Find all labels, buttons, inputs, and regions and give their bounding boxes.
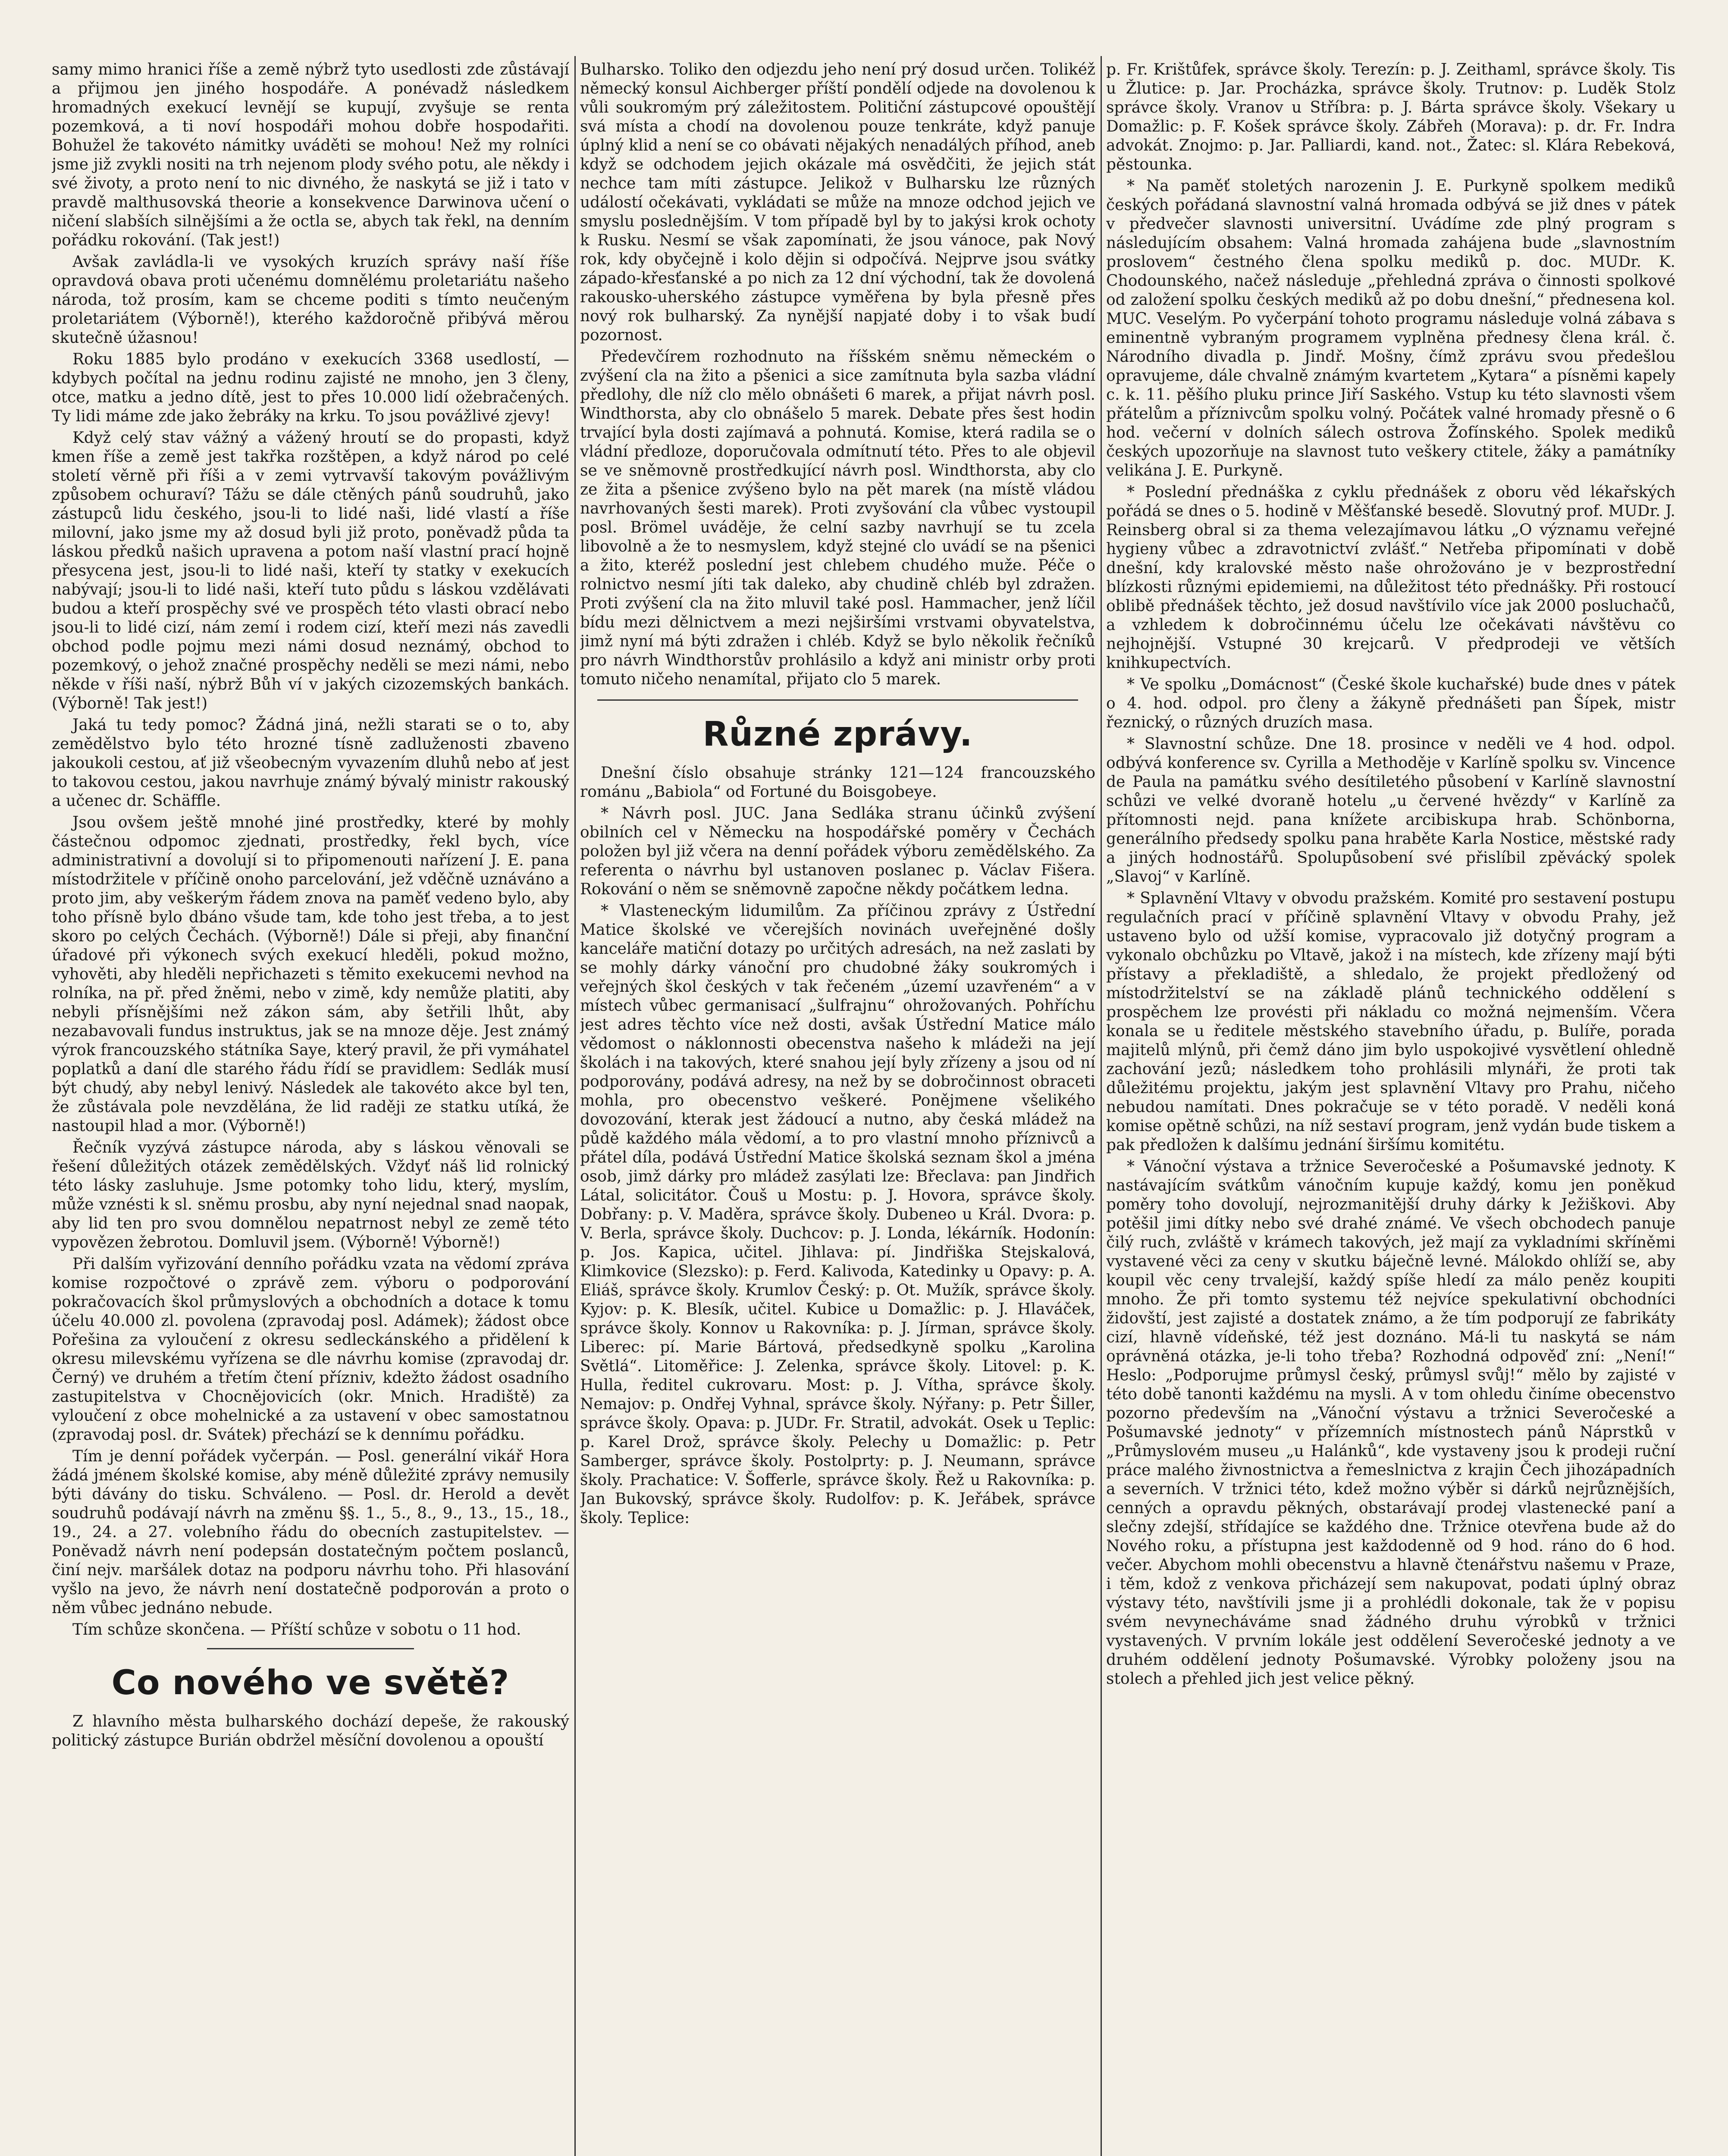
article-paragraph: * Ve spolku „Domácnost“ (České škole kuchařské) bude dnes v pátek o 4. hod. odpol. pro členy a žákyně přednášeti pan Šípek, mistr řeznický, o různých druzích masa. — [1106, 676, 1675, 731]
article-paragraph: Jsou ovšem ještě mnohé jiné prostředky, které by mohly částečnou odpomoc zjednati, prostředky, řekl bych, více administrativní a dovolují si to připomenouti nařízení J. E. pana místodržitele v příčině onoho parcelování, jež vděčně uznáváno a proto jim, aby veškerým řádem znova na paměť vedeno bylo, aby toho přísně bylo dbáno všude tam, kde toho jest třeba, a to jest skoro po celých Čechách. (Výborně!) Dále si přeji, aby finanční úřadové při výkonech svých exekucí hleděli, pokud možno, vyhověti, aby hleděli nepřichazeti s těmito exekucemi nevhod na rolníka, na př. před žněmi, nebo v zimě, kdy nemůže platiti, aby nebyli přísnějšími než zákon sám, aby šetřili lhůt, aby nezabavovali fundus instruktus, jak se na mnoze děje. Jest známý výrok francouzského státníka Saye, který pravil, že při vymáhatel poplatků a daní dle starého řádu řídí se pravidlem: Sedlák musí být chudý, aby nebyl lenivý. Následek ale takovéto akce byl ten, že zůstávala pole nevzdělána, že lid raději ze statku utíká, že nastoupil hlad a mor. (Výborně!) — [52, 814, 569, 1135]
article-paragraph: Tím schůze skončena. — Příští schůze v sobotu o 11 hod. — [72, 1621, 521, 1639]
article-paragraph: * Vánoční výstava a tržnice Severočeské a Pošumavské jednoty. K nastávajícím svátkům vánočním kupuje každý, komu jen poněkud poměry toho dovolují, nejrozmanitější druhy dárky k Ježiškovi. Aby potěšil jimi dítky nebo své drahé známé. Ve všech obchodech panuje čilý ruch, zvláště v krámech takových, jež mají za vykladními skříněmi vystavené věci za ceny v skutku báječně levné. Málokdo ohlíží se, aby koupil věc ceny trvalejší, každý spíše hledí za málo peněz koupiti mnoho. Že při tomto systemu též nejvíce spekulativní obchodníci židovští, jest zajisté a dostatek známo, a že tím podporují ze fabrikáty cizí, hlavně vídeňské, též jest doznáno. Má-li tu naskytá se nám oprávněná otázka, je-li toho třeba? Rozhodná odpověď zní: „Není!“ Heslo: „Podporujme průmysl český, průmysl svůj!“ mělo by zajisté v této době tanonti každému na mysli. A v tom ohledu činíme obecenstvo pozorno především na „Vánoční výstavu a tržnici Severočeské a Pošumavské jednoty“ v přízemních místnostech pánů Náprstků v „Průmyslovém museu „u Halánků“, kde vystaveny jsou k prodeji ruční práce malého živnostnictva a řemeslnictva z krajin Čech jihozápadních a severních. V tržnici této, kdež možno výběr si dárků nejrůznějších, cenných a opravdu pěkných, obstarávají prodej vlastenecké paní a slečny zdejší, střídajíce se každého dne. Tržnice otevřena bude až do Nového roku, a přístupna jest každodenně od 9 hod. ráno do 6 hod. večer. Abychom mohli obecenstvu a hlavně čtenářstvu našemu v Praze, i těm, kdož z venkova přicházejí sem nakupovat, podati úplný obraz výstavy této, navštívili jsme ji a prohlédli dokonale, tak že v popisu svém nevynecháváme snad žádného druhu výrobků v tržnici vystavených. V prvním lokále jest oddělení Severočeské jednoty a ve druhém oddělení jednoty Pošumavské. Výrobky položeny jsou na stolech a přehled jich jest velice pěkný. — [1106, 1158, 1675, 1688]
article-paragraph: p. Fr. Krištůfek, správce školy. Terezín: p. J. Zeithaml, správce školy. Tis u Žlutice: p. Jar. Procházka, správce školy. Trutnov: p. Luděk Stolz správce školy. Vranov u Stříbra: p. J. Bárta správce školy. Všekary u Domažlic: p. F. Košek správce školy. Zábřeh (Morava): p. dr. Fr. Indra advokát. Znojmo: p. Jar. Palliardi, kand. not., Žatec: sl. Klára Rebeková, pěstounka. — [1106, 61, 1675, 173]
column-divider — [574, 56, 576, 2156]
article-paragraph: Z hlavního města bulharského dochází depeše, že rakouský politický zástupce Burián obdržel měsíční dovolenou a opouští — [52, 1713, 569, 1749]
article-paragraph: * Slavnostní schůze. Dne 18. prosince v neděli ve 4 hod. odpol. odbývá konference sv. Cyrilla a Methoděje v Karlíně spolku sv. Vincence de Paula na památku svého desítiletého působení v Karlíně slavnostní schůzi ve velké dvoraně hotelu „u červené hvězdy“ v Karlíně za přítomnosti nejd. pana knížete arcibiskupa hrab. Schönborna, generálního předsedy spolku pana hraběte Karla Nostice, městské rady a jiných hodnostářů. Spolupůsobení své přislíbil zpěvácký spolek „Slavoj“ v Karlíně. — [1106, 735, 1675, 886]
article-paragraph: * Vlasteneckým lidumilům. Za příčinou zprávy z Ústřední Matice školské ve včerejších novinách uveřejněné došly kanceláře matiční dotazy po určitých adresách, na než zaslati by se mohly dárky vánoční pro chudobné žáky soukromých i veřejných škol českých v tak řečeném „území uzavřeném“ a v místech vůbec germanisací „šulfrajnu“ ohrožovaných. Pohříchu jest adres těchto více než dosti, avšak Ústřední Matice málo vědomost o náklonnosti obecenstva našeho k mládeži na její školách i na takových, které snahou její byly zřízeny a jsou od ní podporovány, podává adresy, na než by se dobročinnost obraceti mohla, pro obecenstvo veškeré. Ponějmene všelikého dovozování, kterak jest žádoucí a nutno, aby česká mládež na půdě každého mála vědomí, a to pro vlastní mnoho příznivců a přátel díla, podává Ústřední Matice školská seznam škol a jména osob, jimž dárky pro mládež zasýlati lze: Břeclava: pan Jindřich Látal, solicitátor. Čouš u Mostu: p. J. Hovora, správce školy. Dobřany: p. V. Maděra, správce školy. Dubeneo u Král. Dvora: p. V. Berla, správce školy. Duchcov: p. J. Londa, lékárník. Hodonín: p. Jos. Kapica, učitel. Jihlava: pí. Jindřiška Stejskalová, Klimkovice (Slezsko): p. Ferd. Kalivoda, Katedinky u Opavy: p. A. Eliáš, správce školy. Krumlov Český: p. Ot. Mužík, správce školy. Kyjov: p. K. Blesík, učitel. Kubice u Domažlic: p. J. Hlaváček, správce školy. Konnov u Rakovníka: p. J. Jírman, správce školy. Liberec: pí. Marie Bártová, předsedkyně spolku „Karolina Světlá“. Litoměřice: J. Zelenka, správce školy. Litovel: p. K. Hulla, ředitel cukrovaru. Most: p. J. Vítha, správce školy. Nemajov: p. Ondřej Vyhnal, správce školy. Nýřany: p. Petr Šiller, správce školy. Opava: p. JUDr. Fr. Stratil, advokát. Osek u Teplic: p. Karel Drož, správce školy. Pelechy u Domažlic: p. Petr Samberger, správce školy. Postolprty: p. J. Neumann, správce školy. Prachatice: V. Šofferle, správce školy. Řež u Rakovníka: p. Jan Bukovský, správce školy. Rudolfov: p. K. Jeřábek, správce školy. Teplice: — [580, 902, 1095, 1527]
article-paragraph: Tím je denní pořádek vyčerpán. — Posl. generální vikář Hora žádá jménem školské komise, aby méně důležité zprávy nemusily býti dávány do tisku. Schváleno. — Posl. dr. Herold a devět soudruhů podávají návrh na změnu §§. 1., 5., 8., 9., 13., 15., 18., 19., 24. a 27. volebního řádu do obecních zastupitelstev. — Poněvadž návrh není podepsán dostatečným počtem poslanců, činí nejv. maršálek dotaz na podporu návrhu toho. Při hlasování vyšlo na jevo, že návrh není dostatečně podporován a proto o něm vůbec jednáno nebude. — [52, 1448, 569, 1617]
article-paragraph: Dnešní číslo obsahuje stránky 121—124 francouzského románu „Babiola“ od Fortuné du Boisgobeye. — [580, 764, 1095, 801]
article-paragraph: * Splavnění Vltavy v obvodu pražském. Komité pro sestavení postupu regulačních prací v příčině splavnění Vltavy v obvodu Prahy, jež ustaveno bylo od užší komise, vypracovalo již dotyčný program a vykonalo obchůzku po Vltavě, jakož i na místech, kde zřízeny mají býti přístavy a překladiště, a shledalo, že projekt předložený od místodržitelství se na základě plánů technického oddělení s prospěchem lze provésti při nákladu co možná nejmenším. Včera konala se u ředitele městského stavebního úřadu, p. Bulíře, porada majitelů mlýnů, při čemž dáno jim bylo uspokojivé vysvětlení ohledně zachování jezů; následkem toho prohlásili mlynáři, že proti tak důležitému projektu, jakým jest splavnění Vltavy pro Prahu, ničeho nebudou namítati. Dnes pokračuje se v této poradě. V neděli koná komise opětně schůzi, na níž sestaví program, jenž vydán bude tiskem a pak předložen k dalšímu jednání širšímu komitétu. — [1106, 890, 1675, 1154]
article-paragraph: * Poslední přednáška z cyklu přednášek z oboru věd lékařských pořádá se dnes o 5. hodině v Měšťanské besedě. Slovutný prof. MUDr. J. Reinsberg obral si za thema velezajímavou látku „O významu veřejné hygieny vůbec a zdravotnictví zvlášť.“ Netřeba připomínati v době dnešní, kdy kralovské město naše ohrožováno je v bezprostřední blízkosti různými epidemiemi, na důležitost této přednášky. Při rostoucí oblibě přednášek těchto, jež dosud navštívilo více jak 2000 posluchačů, a vzhledem k dobročinnému účelu lze očekávati návštěvu co nejhojnější. Vstupné 30 krejcarů. V předprodeji ve větších knihkupectvích. — [1106, 483, 1675, 672]
column-divider — [1101, 56, 1102, 2156]
separator — [207, 1648, 414, 1649]
separator — [597, 699, 1078, 701]
article-paragraph: Když celý stav vážný a vážený hroutí se do propasti, když kmen říše a země jest takřka rozštěpen, a když národ po celé století věrně při říši a v zemi vytrvavší takovým povážlivým způsobem ochuraví? Tážu se dále ctěných pánů soudruhů, jako zástupců lidu českého, jsou-li to lidé naši, lidé vlastí a říše milovní, jako jsme my až dosud byli již proto, poněvadž půda ta láskou předků našich upravena a potom naší vlastní prací hojně přesycena jest, jsou-li to lidé naši, kteří ty statky v exekucích nabývají; jsou-li to lidé naši, kteří tuto půdu s láskou vzdělávati budou a kteří prospěchy své ve prospěch této vlasti obrací nebo jsou-li to lidé cizí, nám zemí i rodem cizí, kteří mezi nás zavedli obchod podle pojmu mezi námi dosud neznámý, obchod to pozemkový, o jehož značné prospěchy neděli se mezi námi, nebo někde v říši naší, nýbrž Bůh ví v jakých cizozemských bankách. (Výborně! Tak jest!) — [52, 429, 569, 712]
article-paragraph: Řečník vyzývá zástupce národa, aby s láskou věnovali se řešení důležitých otázek zemědělských. Vždyť náš lid rolnický této lásky zasluhuje. Jsme potomky toho lidu, který, myslím, může vznésti k sl. sněmu prosbu, aby nyní nejednal snad naopak, aby lid ten pro svou domnělou nepatrnost nebyl ze země této vypovězen žebrotou. Domluvil jsem. (Výborně! Výborně!) — [52, 1139, 569, 1251]
article-paragraph: Předevčírem rozhodnuto na říšském sněmu německém o zvýšení cla na žito a pšenici a sice zamítnuta byla sazba vládní předlohy, dle níž clo mělo obnášeti 6 marek, a přijat návrh posl. Windthorsta, aby clo obnášelo 5 marek. Debate přes šest hodin trvající byla dosti zajímavá a pohnutá. Komise, která radila se o vládní předloze, doporučovala odmítnutí této. Přes to ale objevil se ve sněmovně prostředkující návrh posl. Windthorsta, aby clo ze žita a pšenice zvýšeno bylo na pět marek (na místě vládou navrhovaných šesti marek). Proti zvyšování cla vůbec vystoupil posl. Brömel uváděje, že celní sazby navrhují se tu zcela libovolně a že to nesmyslem, když stejné clo uvádí se na pšenici a žito, kteréž poslední jest chlebem chudého muže. Péče o rolnictvo nesmí jíti tak daleko, aby chudině chléb byl zdražen. Proti zvýšení cla na žito mluvil také posl. Hammacher, jenž líčil bídu mezi dělnictvem a mezi nejširšími vrstvami obyvatelstva, jimž nyní má býti zdražen i chléb. Když se bylo několik řečníků pro návrh Windthorstův prohlásilo a když ani ministr orby proti tomuto ničeho nenamítal, přijato clo 5 marek. — [580, 348, 1095, 688]
article-paragraph: * Na paměť stoletých narozenin J. E. Purkyně spolkem mediků českých pořádaná slavnostní valná hromada odbývá se již dnes v pátek v předvečer slavnosti universitní. Uvádíme zde plný program s následujícím obsahem: Valná hromada zahájena bude „slavnostním proslovem“ čestného člena spolku mediků p. doc. MUDr. K. Chodounského, načež následuje „přehledná zpráva o činnosti spolkové od založení spolku českých mediků až po dobu dnešní,“ přednesena kol. MUC. Veselým. Po vyčerpání tohoto programu následuje volná zábava s eminentně vybraným programem vyplněna přednesy člena král. č. Národního divadla p. Jindř. Mošny, čímž zprávu svou předešlou opravujeme, dále chvalně známým kvartetem „Kytara“ a písněmi kapely c. k. 11. pěšího pluku prince Jiří Saského. Vstup ku této slavnosti všem přátelům a příznivcům spolku volný. Počátek valné hromady přesně o 6 hod. večerní v dolních sálech ostrova Žofínského. Spolek mediků českých upozorňuje na slavnost tuto veškery ctitele, žáky a památníky velikána J. E. Purkyně. — [1106, 177, 1675, 479]
article-paragraph: samy mimo hranici říše a země nýbrž tyto usedlosti zde zůstávají a přijmou jen jiného hospodáře. A ponévadž následkem hromadných exekucí levnějí se kupují, zvyšuje se renta pozemková, a ti noví hospodáři mohou dobře hospodařiti. Bohužel že takovéto námitky uváděti se mohou! Než my rolníci jsme již zvykli nositi na trh nejenom plody svého potu, ale někdy i své životy, a proto není to nic divného, že naskytá se již i tato v pravdě malthusovská theorie a konsekvence Darwinova učení o ničení slabších silnějšími a že octla se, abych tak řekl, na denním pořádku rokování. (Tak jest!) — [52, 61, 569, 249]
article-paragraph: Při dalším vyřizování denního pořádku vzata na vědomí zpráva komise rozpočtové o zprávě zem. výboru o podporování pokračovacích škol průmyslových a obchodních a dotace k tomu účelu 40.000 zl. povolena (zpravodaj posl. Adámek); žádost obce Pořešina za vyloučení z okresu sedleckánského a přidělení k okresu milevskému vyřízena se dle návrhu komise (zpravodaj dr. Černý) ve druhém a třetím čtení přízniv, kdežto žádost osadního zastupitelstva v Chocnějovicích (okr. Mnich. Hradiště) za vyloučení z obce mohelnické a za ustavení v obec samostatnou (zpravodaj posl. dr. Svátek) přechází se k dennímu pořádku. — [52, 1255, 569, 1444]
article-paragraph: Avšak zavládla-li ve vysokých kruzích správy naší říše opravdová obava proti učenému domnělému proletariátu našeho národa, tož prosím, kam se chceme poditi s tímto neučeným proletariátem (Výborně!), kterého každoročně přibývá měrou skutečně úžasnou! — [52, 253, 569, 347]
article-paragraph: Bulharsko. Toliko den odjezdu jeho není prý dosud určen. Tolikéž německý konsul Aichberger příští pondělí odjede na dovolenou k vůli soukromým prý záležitostem. Političní zástupcové opouštějí svá místa a chodí na dovolenou pouze tenkráte, když panuje úplný klid a není se co obávati nějakých nenadálých příhod, aneb když se odchodem jejich okázale má osvědčiti, že jejich stát nechce tam míti zástupce. Jelikož v Bulharsku lze různých událostí očekávati, vykládati se může na mnoze odchod jejich ve smyslu poslednějším. V tom případě byl by to jakýsi krok ochoty k Rusku. Nesmí se však zapomínati, že jsou vánoce, pak Nový rok, kdy obyčejně i kolo dějin si odpočívá. Nejprve jsou svátky západo-křesťanské a po nich za 12 dní východní, tak že dovolená rakousko-uherského zástupce vyměřena by byla přesně přes nový rok bulharský. Za nynější napjaté doby i to však budí pozornost. — [580, 61, 1095, 344]
article-paragraph: * Návrh posl. JUC. Jana Sedláka stranu účinků zvýšení obilních cel v Německu na hospodářské poměry v Čechách položen byl již včera na denní pořádek výboru zemědělského. Za referenta o návrhu byl ustanoven poslanec p. Václav Fišera. Rokování o něm se sněmovně započne někdy počátkem ledna. — [580, 805, 1095, 898]
column-left — [52, 60, 569, 2156]
section-heading-world: Co nového ve světě? — [111, 1664, 510, 1702]
section-heading-news: Různé zprávy. — [702, 715, 973, 754]
article-paragraph: Roku 1885 bylo prodáno v exekucích 3368 usedlostí, — kdybych počítal na jednu rodinu zajisté ne mnoho, jen 3 členy, otce, matku a jedno dítě, jest to přes 10.000 lidí ožebračených. Ty lidi máme zde jako žebráky na krku. To jsou povážlivé zjevy! — [52, 351, 569, 425]
article-paragraph: Jaká tu tedy pomoc? Žádná jiná, nežli starati se o to, aby zemědělstvo bylo této hrozné tísně zadluženosti zbaveno jakoukoli cestou, ať již všeobecným vyvazením dluhů nebo ať jest to takovou cestou, jakou navrhuje známý bývalý ministr rakouský a učenec dr. Schäffle. — [52, 716, 569, 810]
column-middle — [580, 60, 1095, 2156]
column-right — [1106, 60, 1675, 2156]
